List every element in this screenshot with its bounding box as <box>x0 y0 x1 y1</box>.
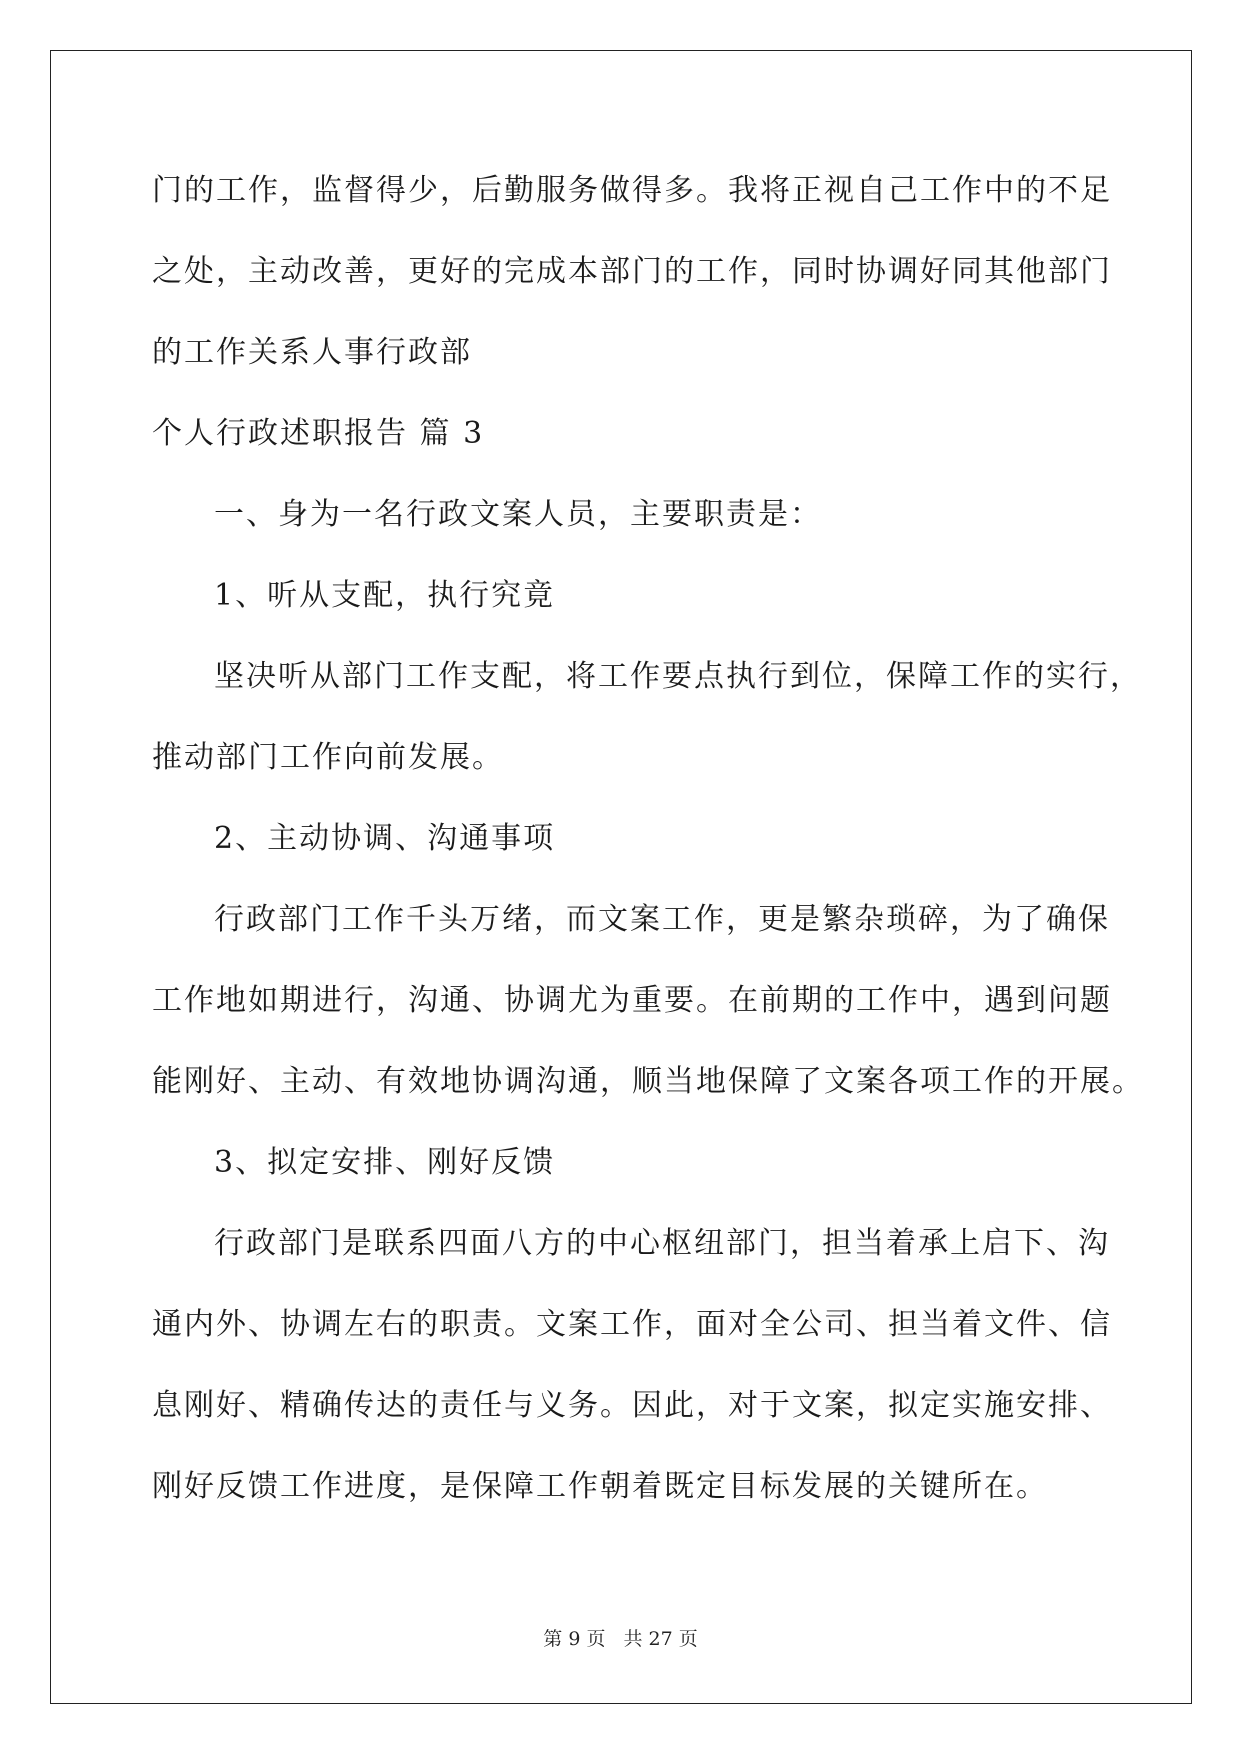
total-pages: 共 27 页 <box>623 1628 698 1650</box>
page-footer <box>0 1626 1241 1652</box>
list-item-heading: 1、听从支配，执行究竟 <box>214 578 556 613</box>
list-item-heading: 2、主动协调、沟通事项 <box>214 821 556 856</box>
paragraph-line: 通内外、协调左右的职责。文案工作，面对全公司、担当着文件、信 <box>152 1307 1112 1342</box>
paragraph-line: 工作地如期进行，沟通、协调尤为重要。在前期的工作中，遇到问题 <box>152 983 1112 1018</box>
document-body <box>152 158 1144 1535</box>
page-number: 第 9 页 <box>543 1628 606 1650</box>
paragraph-line: 之处，主动改善，更好的完成本部门的工作，同时协调好同其他部门 <box>152 254 1112 289</box>
list-item-heading: 3、拟定安排、刚好反馈 <box>214 1145 556 1180</box>
paragraph-line: 行政部门工作千头万绪，而文案工作，更是繁杂琐碎，为了确保 <box>214 902 1110 937</box>
paragraph-line: 息刚好、精确传达的责任与义务。因此，对于文案，拟定实施安排、 <box>152 1388 1112 1423</box>
paragraph-line: 推动部门工作向前发展。 <box>152 740 504 775</box>
paragraph-line: 刚好反馈工作进度，是保障工作朝着既定目标发展的关键所在。 <box>152 1469 1048 1504</box>
paragraph-line: 门的工作，监督得少，后勤服务做得多。我将正视自己工作中的不足 <box>152 173 1112 208</box>
paragraph-line: 一、身为一名行政文案人员，主要职责是： <box>214 497 822 532</box>
paragraph-line: 的工作关系人事行政部 <box>152 335 472 370</box>
paragraph-line: 坚决听从部门工作支配，将工作要点执行到位，保障工作的实行， <box>214 659 1142 694</box>
paragraph-line: 行政部门是联系四面八方的中心枢纽部门，担当着承上启下、沟 <box>214 1226 1110 1261</box>
section-heading: 个人行政述职报告 篇 3 <box>152 416 485 451</box>
paragraph-line: 能刚好、主动、有效地协调沟通，顺当地保障了文案各项工作的开展。 <box>152 1064 1144 1099</box>
